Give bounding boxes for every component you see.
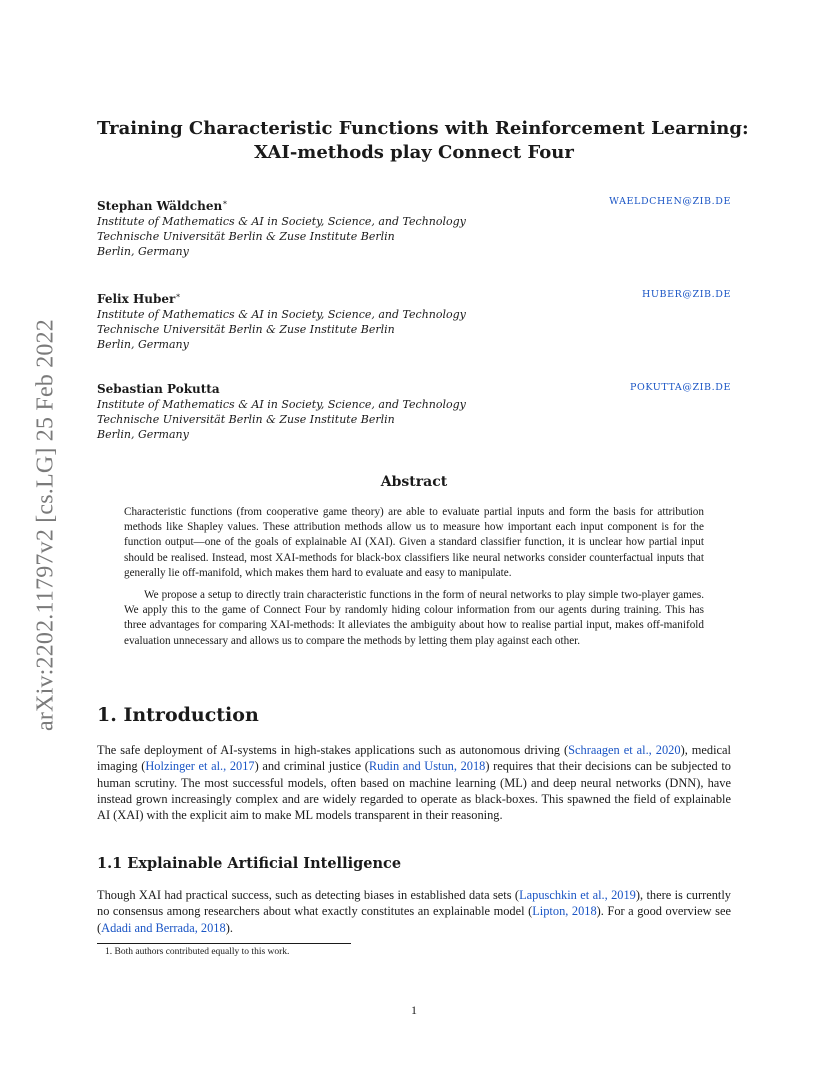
affiliation-line: Technische Universität Berlin & Zuse Institute Berlin xyxy=(97,230,395,243)
introduction-paragraph: The safe deployment of AI-systems in high-stakes applications such as autonomous driving (Schraagen et al., 2020), medical imaging (Holzinger et al., 2017) and criminal justice (Rudin and Ustun, 2018) requires that their decisions can be subjected to human scrutiny. The most successful models, often based on machine learning (ML) and deep neural networks (DNN), have instead grown increasingly complex and are widely regarded to operate as black-boxes. This spawned the field of explainable AI (XAI) with the explicit aim to make ML models transparent in their reasoning. xyxy=(97,743,732,823)
author-block xyxy=(97,288,731,352)
affiliation-line: Institute of Mathematics & AI in Society, Science, and Technology xyxy=(97,308,466,321)
author-block xyxy=(97,195,731,259)
affiliation-line: Institute of Mathematics & AI in Society, Science, and Technology xyxy=(97,215,466,228)
author-name: Sebastian Pokutta xyxy=(97,382,220,396)
affiliation-line: Institute of Mathematics & AI in Society, Science, and Technology xyxy=(97,398,466,411)
page-number: 1 xyxy=(411,1003,417,1017)
footnote: 1. Both authors contributed equally to this work. xyxy=(105,947,290,957)
title-line-2: XAI-methods play Connect Four xyxy=(254,142,574,163)
abstract-body xyxy=(124,505,704,656)
author-email-link[interactable]: WAELDCHEN@ZIB.DE xyxy=(609,196,731,207)
affiliation-line: Technische Universität Berlin & Zuse Institute Berlin xyxy=(97,413,395,426)
affiliation-line: Technische Universität Berlin & Zuse Institute Berlin xyxy=(97,323,395,336)
subsection-heading: 1.1 Explainable Artificial Intelligence xyxy=(97,855,402,872)
citation-link[interactable]: Rudin and Ustun, 2018 xyxy=(368,759,486,774)
abstract-paragraph: We propose a setup to directly train characteristic functions in the form of neural networks to play simple two-player games. We apply this to the game of Connect Four by randomly hiding colour information from our agents during training. This has three advantages for comparing XAI-methods: It alleviates the ambiguity about how to realise partial input, makes off-manifold evaluation unnecessary and allows us to compare the methods by letting them play against each other. xyxy=(124,589,704,647)
paper-title xyxy=(97,117,749,165)
abstract-paragraph: Characteristic functions (from cooperative game theory) are able to evaluate partial inputs and form the basis for attribution methods like Shapley values. These attribution methods allow us to measure how important each input component is for the function output—one of the goals of explainable AI (XAI). Given a standard classifier function, it is unclear how partial input should be realised. Instead, most XAI-methods for black-box classifiers like neural networks consider counterfactual inputs that generally lie off-manifold, which makes them hard to evaluate and easy to manipulate. xyxy=(124,506,704,579)
arxiv-sidebar xyxy=(26,290,66,760)
author-block xyxy=(97,381,731,442)
xai-paragraph: Though XAI had practical success, such as detecting biases in established data sets (Lapuschkin et al., 2019), there is currently no consensus among researchers about what exactly constitutes an explainable model (Lipton, 2018). For a good overview see (Adadi and Berrada, 2018). xyxy=(97,888,731,935)
author-name: Felix Huber∗ xyxy=(97,291,181,306)
abstract-heading: Abstract xyxy=(380,474,448,490)
footnote-divider xyxy=(97,943,351,944)
affiliation-line: Berlin, Germany xyxy=(97,245,189,258)
citation-link[interactable]: Holzinger et al., 2017 xyxy=(145,759,255,774)
affiliation-line: Berlin, Germany xyxy=(97,428,189,441)
author-marker: ∗ xyxy=(222,198,228,207)
affiliation-line: Berlin, Germany xyxy=(97,338,189,351)
arxiv-identifier: arXiv:2202.11797v2 [cs.LG] 25 Feb 2022 xyxy=(32,319,59,731)
title-line-1: Training Characteristic Functions with Reinforcement Learning: xyxy=(97,118,749,139)
author-email-link[interactable]: HUBER@ZIB.DE xyxy=(642,289,731,300)
citation-link[interactable]: Lapuschkin et al., 2019 xyxy=(519,888,636,902)
citation-link[interactable]: Adadi and Berrada, 2018 xyxy=(101,920,226,935)
citation-link[interactable]: Lipton, 2018 xyxy=(532,904,597,919)
author-email-link[interactable]: POKUTTA@ZIB.DE xyxy=(630,382,731,393)
author-name: Stephan Wäldchen∗ xyxy=(97,198,228,213)
citation-link[interactable]: Schraagen et al., 2020 xyxy=(568,743,681,757)
section-heading: 1. Introduction xyxy=(97,704,259,726)
author-marker: ∗ xyxy=(175,291,181,300)
